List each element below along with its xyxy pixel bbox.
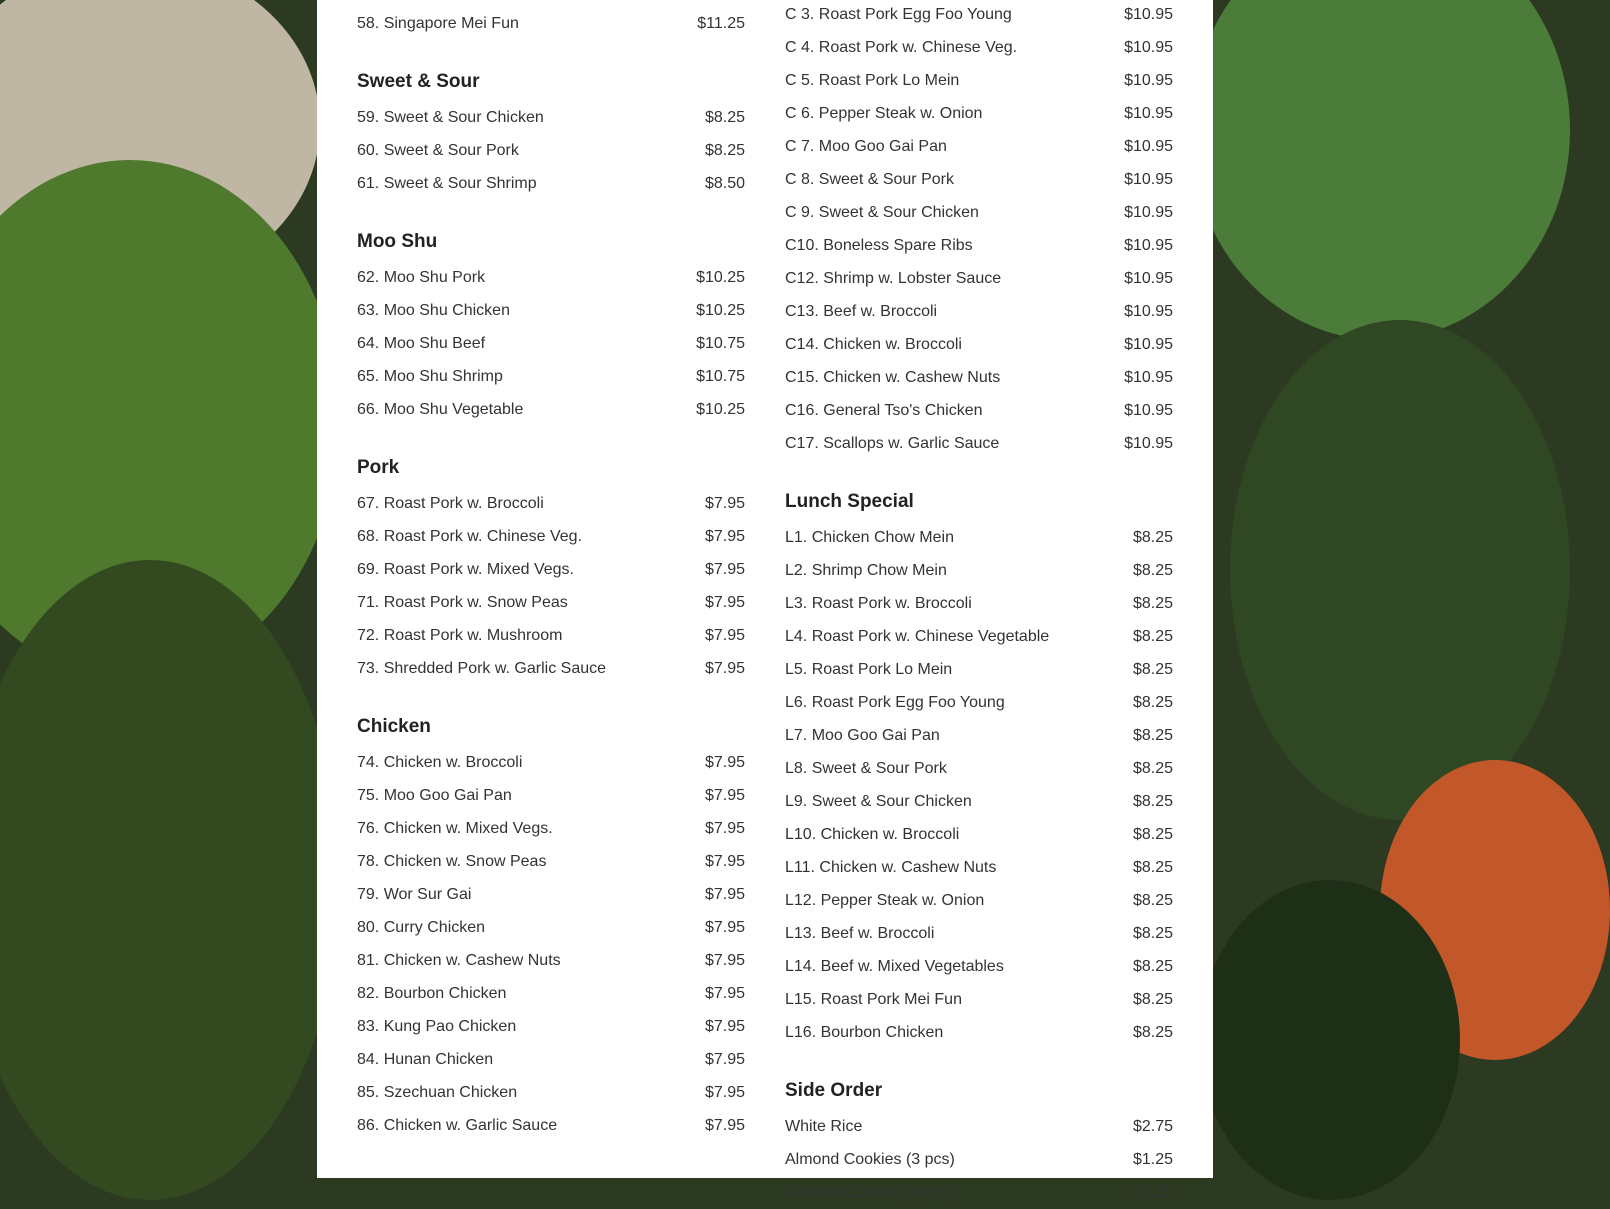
menu-item [357,134,745,167]
menu-item-name: 73. Shredded Pork w. Garlic Sauce [357,660,607,677]
menu-item-name: L7. Moo Goo Gai Pan [785,727,940,744]
menu-item [785,295,1173,328]
menu-item [785,97,1173,130]
menu-item-price: $10.95 [1124,204,1173,221]
menu-item-price: $10.25 [696,269,745,286]
menu-item-price: $8.25 [1132,925,1173,942]
menu-item-name: 82. Bourbon Chicken [357,985,507,1002]
menu-item-price: $8.25 [1132,826,1173,843]
menu-item-price: $10.95 [1124,6,1173,23]
menu-item-price: $7.95 [704,985,745,1002]
menu-item [785,950,1173,983]
menu-item [357,7,745,40]
menu-item-name: C 4. Roast Pork w. Chinese Veg. [785,39,1018,56]
menu-item-name: Almond Cookies (3 pcs) [785,1151,955,1168]
menu-item-name: 79. Wor Sur Gai [357,886,472,903]
menu-item-price: $10.25 [696,401,745,418]
menu-item-price: $7.95 [704,1084,745,1101]
menu-item-name: L15. Roast Pork Mei Fun [785,991,962,1008]
menu-item-price: $10.95 [1124,171,1173,188]
menu-item-price: $10.95 [1124,369,1173,386]
menu-item-name: C 9. Sweet & Sour Chicken [785,204,979,221]
menu-item-price: $1.25 [1132,1184,1173,1201]
menu-item-name: 64. Moo Shu Beef [357,335,486,352]
menu-item-price: $7.95 [704,660,745,677]
menu-item-price: $8.25 [704,109,745,126]
menu-item-price: $11.25 [697,15,745,32]
menu-item [785,686,1173,719]
menu-item [785,1016,1173,1049]
menu-item-name: L5. Roast Pork Lo Mein [785,661,953,678]
menu-item [357,977,745,1010]
menu-item-name: 76. Chicken w. Mixed Vegs. [357,820,553,837]
menu-item-price: $8.25 [704,142,745,159]
menu-item [785,620,1173,653]
menu-item-name: 68. Roast Pork w. Chinese Veg. [357,528,583,545]
menu-item [357,619,745,652]
menu-item-price: $7.95 [704,820,745,837]
menu-item-price: $7.95 [704,495,745,512]
menu-item [357,944,745,977]
menu-item [357,845,745,878]
menu-column-left [357,7,745,1142]
menu-item-price: $8.25 [1132,892,1173,909]
menu-item [357,779,745,812]
menu-item [785,0,1173,31]
menu-item-name: Fortune Cookies (4 pcs) [785,1184,956,1201]
menu-item-name: C14. Chicken w. Broccoli [785,336,962,353]
menu-item [785,785,1173,818]
menu-item-price: $10.95 [1124,435,1173,452]
menu-item [785,163,1173,196]
menu-item-price: $8.25 [1132,958,1173,975]
menu-item [357,261,745,294]
menu-item-name: C16. General Tso's Chicken [785,402,983,419]
menu-item-name: 86. Chicken w. Garlic Sauce [357,1117,558,1134]
menu-panel [317,0,1213,1201]
menu-item [357,878,745,911]
menu-item-price: $8.25 [1132,661,1173,678]
menu-item [357,586,745,619]
menu-item-name: C12. Shrimp w. Lobster Sauce [785,270,1002,287]
menu-item-name: L3. Roast Pork w. Broccoli [785,595,972,612]
menu-item-name: 60. Sweet & Sour Pork [357,142,519,159]
menu-item [785,752,1173,785]
menu-item-price: $8.25 [1132,529,1173,546]
menu-item-name: C 6. Pepper Steak w. Onion [785,105,983,122]
menu-item [785,64,1173,97]
menu-item [357,294,745,327]
menu-item-name: L13. Beef w. Broccoli [785,925,935,942]
menu-item [357,360,745,393]
menu-item-name: White Rice [785,1118,863,1135]
menu-item [785,917,1173,950]
menu-item-price: $7.95 [704,1117,745,1134]
menu-item-price: $8.25 [1132,793,1173,810]
menu-item-name: L10. Chicken w. Broccoli [785,826,960,843]
menu-item-name: C10. Boneless Spare Ribs [785,237,973,254]
menu-item-price: $10.95 [1124,138,1173,155]
menu-column-right [785,0,1173,1209]
menu-item-name: C 7. Moo Goo Gai Pan [785,138,947,155]
menu-item [785,521,1173,554]
menu-item-name: C 5. Roast Pork Lo Mein [785,72,960,89]
menu-item-name: L6. Roast Pork Egg Foo Young [785,694,1005,711]
menu-item [357,746,745,779]
menu-item-price: $10.95 [1124,402,1173,419]
menu-item-price: $10.95 [1124,270,1173,287]
menu-item [357,393,745,426]
section-heading: Chicken [357,716,431,737]
section-heading: Pork [357,457,400,478]
menu-item [785,31,1173,64]
menu-item-name: 63. Moo Shu Chicken [357,302,510,319]
menu-item [785,884,1173,917]
menu-item-name: 67. Roast Pork w. Broccoli [357,495,544,512]
menu-item [785,427,1173,460]
menu-item-name: L14. Beef w. Mixed Vegetables [785,958,1004,975]
menu-item [357,487,745,520]
menu-item [785,1110,1173,1143]
section-heading: Moo Shu [357,231,438,252]
menu-item-price: $10.95 [1124,303,1173,320]
menu-item [785,328,1173,361]
menu-item [785,851,1173,884]
menu-item-price: $8.25 [1132,859,1173,876]
menu-item [357,652,745,685]
menu-item-price: $7.95 [704,1051,745,1068]
menu-item-price: $7.95 [704,754,745,771]
menu-item-name: 59. Sweet & Sour Chicken [357,109,544,126]
menu-item-name: 58. Singapore Mei Fun [357,15,519,32]
section-heading: Lunch Special [785,491,914,512]
menu-item-price: $10.75 [696,368,745,385]
menu-item-price: $8.25 [1132,628,1173,645]
menu-item-price: $8.25 [1132,991,1173,1008]
menu-item-price: $10.25 [696,302,745,319]
menu-item [785,130,1173,163]
menu-item [357,911,745,944]
menu-item [785,818,1173,851]
menu-item-price: $10.95 [1124,336,1173,353]
menu-item-price: $7.95 [704,919,745,936]
menu-item-name: 83. Kung Pao Chicken [357,1018,517,1035]
menu-item-price: $7.95 [704,561,745,578]
menu-item-name: 62. Moo Shu Pork [357,269,486,286]
menu-item [785,587,1173,620]
menu-item-price: $7.95 [704,886,745,903]
menu-item-name: 61. Sweet & Sour Shrimp [357,175,537,192]
menu-item-name: L2. Shrimp Chow Mein [785,562,947,579]
menu-item-name: 78. Chicken w. Snow Peas [357,853,547,870]
menu-item [785,262,1173,295]
menu-item-price: $8.25 [1132,595,1173,612]
menu-item-price: $8.25 [1132,694,1173,711]
menu-item-name: 69. Roast Pork w. Mixed Vegs. [357,561,574,578]
menu-item-name: L9. Sweet & Sour Chicken [785,793,972,810]
menu-item [357,553,745,586]
menu-item-price: $1.25 [1132,1151,1173,1168]
menu-item-price: $8.25 [1132,1024,1173,1041]
menu-item-name: C 8. Sweet & Sour Pork [785,171,954,188]
menu-item-price: $8.50 [704,175,745,192]
menu-item-name: C 3. Roast Pork Egg Foo Young [785,6,1012,23]
menu-item-name: L1. Chicken Chow Mein [785,529,954,546]
menu-item-price: $10.75 [696,335,745,352]
menu-item-price: $7.95 [704,528,745,545]
menu-item [785,554,1173,587]
menu-item-name: L4. Roast Pork w. Chinese Vegetable [785,628,1050,645]
menu-item [785,196,1173,229]
menu-item [357,812,745,845]
menu-item-price: $7.95 [704,952,745,969]
menu-item-price: $10.95 [1124,39,1173,56]
menu-item-name: L16. Bourbon Chicken [785,1024,944,1041]
menu-item [357,327,745,360]
menu-item-price: $7.95 [704,787,745,804]
menu-item-name: 65. Moo Shu Shrimp [357,368,503,385]
menu-item-price: $7.95 [704,1018,745,1035]
menu-item-name: 75. Moo Goo Gai Pan [357,787,512,804]
menu-item-price: $7.95 [704,594,745,611]
menu-item-name: 85. Szechuan Chicken [357,1084,518,1101]
menu-item-name: 80. Curry Chicken [357,919,486,936]
menu-item-price: $7.95 [704,853,745,870]
menu-item-name: 74. Chicken w. Broccoli [357,754,523,771]
menu-item-name: 66. Moo Shu Vegetable [357,401,524,418]
menu-item [785,719,1173,752]
menu-item [785,653,1173,686]
menu-item [357,1109,745,1142]
menu-item-price: $8.25 [1132,760,1173,777]
menu-item-price: $8.25 [1132,727,1173,744]
menu-item-price: $10.95 [1124,105,1173,122]
menu-item [357,101,745,134]
menu-item-name: 81. Chicken w. Cashew Nuts [357,952,561,969]
menu-item-name: L8. Sweet & Sour Pork [785,760,947,777]
menu-item-price: $8.25 [1132,562,1173,579]
menu-item [785,229,1173,262]
menu-item-price: $2.75 [1132,1118,1173,1135]
menu-item [785,1176,1173,1209]
menu-item [785,394,1173,427]
menu-item-name: L12. Pepper Steak w. Onion [785,892,985,909]
section-heading: Side Order [785,1080,883,1101]
section-heading: Sweet & Sour [357,71,480,92]
menu-item-name: C13. Beef w. Broccoli [785,303,938,320]
menu-item [785,361,1173,394]
menu-item-name: 72. Roast Pork w. Mushroom [357,627,563,644]
menu-item-name: 84. Hunan Chicken [357,1051,494,1068]
menu-item-name: C17. Scallops w. Garlic Sauce [785,435,1000,452]
menu-item [785,1143,1173,1176]
menu-item-price: $7.95 [704,627,745,644]
menu-item [785,983,1173,1016]
menu-item-name: L11. Chicken w. Cashew Nuts [785,859,997,876]
menu-item-price: $10.95 [1124,237,1173,254]
menu-item [357,1076,745,1109]
menu-item [357,1043,745,1076]
menu-item-name: C15. Chicken w. Cashew Nuts [785,369,1001,386]
menu-item-price: $10.95 [1124,72,1173,89]
menu-item [357,1010,745,1043]
menu-item [357,520,745,553]
menu-item [357,167,745,200]
menu-item-name: 71. Roast Pork w. Snow Peas [357,594,568,611]
